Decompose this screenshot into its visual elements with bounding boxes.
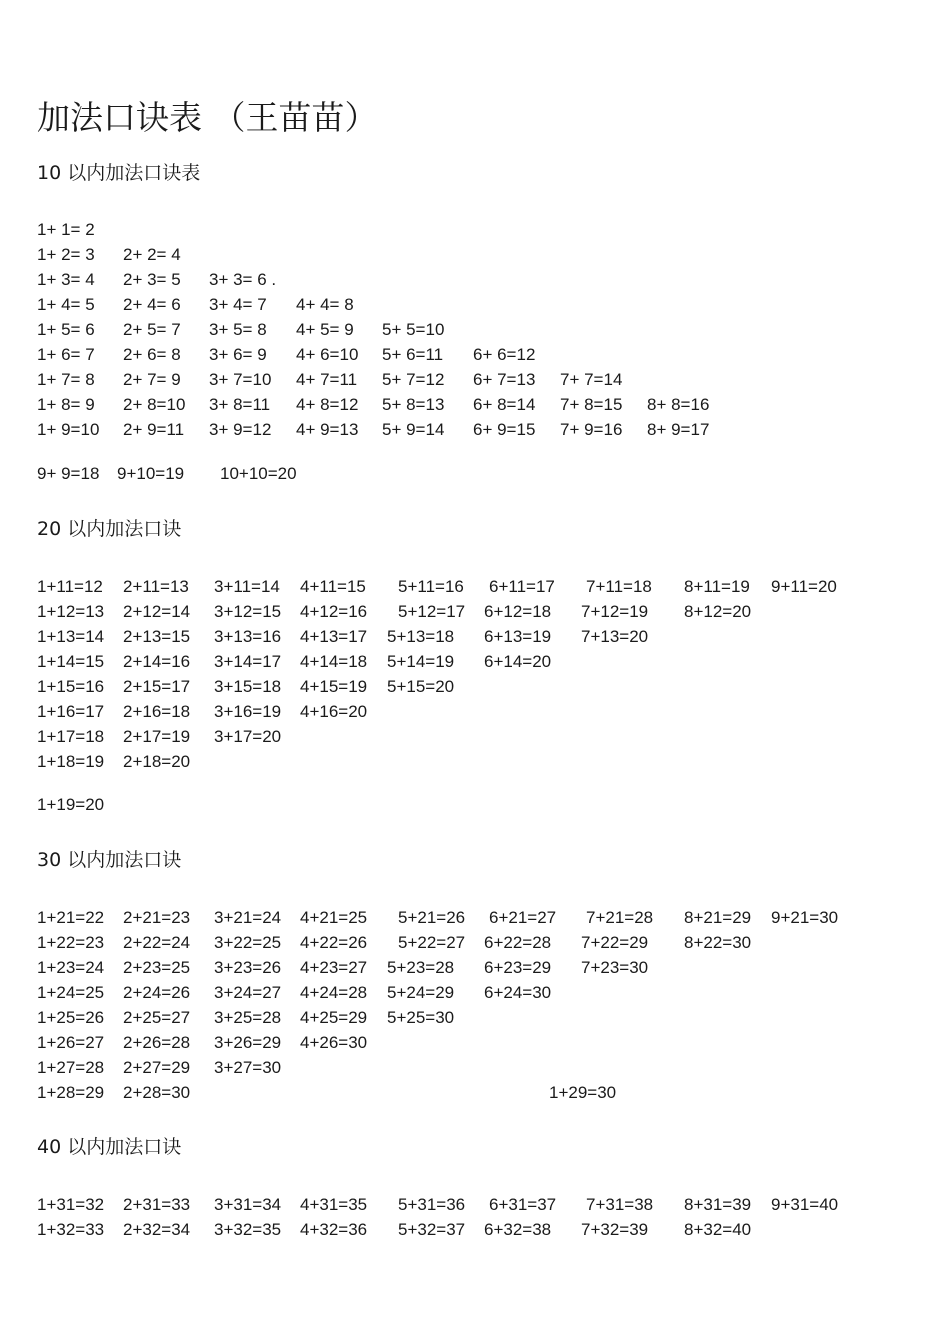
equation-cell: 1+28=29	[37, 1083, 105, 1102]
equation-cell: 9+31=40	[771, 1195, 839, 1214]
equation-cell: 5+24=29	[387, 983, 455, 1002]
equation-cell: 3+26=29	[214, 1033, 282, 1052]
equation-cell: 2+17=19	[123, 727, 191, 746]
equation-cell: 5+11=16	[398, 577, 464, 596]
equation-cell: 6+14=20	[484, 652, 552, 671]
equation-cell: 2+13=15	[123, 627, 191, 646]
equation-cell: 4+15=19	[300, 677, 368, 696]
equation-cell: 4+ 4= 8	[296, 295, 354, 314]
equation-cell: 2+25=27	[123, 1008, 191, 1027]
equation-cell: 1+29=30	[549, 1083, 617, 1102]
equation-cell: 3+16=19	[214, 702, 282, 721]
equation-cell: 2+14=16	[123, 652, 191, 671]
equation-cell: 2+22=24	[123, 933, 191, 952]
equation-cell: 8+32=40	[684, 1220, 752, 1239]
equation-cell: 1+18=19	[37, 752, 105, 771]
equation-cell: 1+11=12	[37, 577, 103, 596]
equation-cell: 1+ 7= 8	[37, 370, 95, 389]
equation-cell: 7+13=20	[581, 627, 649, 646]
equation-cell: 7+31=38	[586, 1195, 654, 1214]
equation-cell: 6+32=38	[484, 1220, 552, 1239]
equation-cell: 2+ 8=10	[123, 395, 186, 414]
equation-cell: 4+21=25	[300, 908, 368, 927]
equation-cell: 1+ 2= 3	[37, 245, 95, 264]
equation-cell: 2+16=18	[123, 702, 191, 721]
equation-cell: 3+ 7=10	[209, 370, 272, 389]
equation-cell: 1+ 3= 4	[37, 270, 95, 289]
equation-cell: 2+18=20	[123, 752, 191, 771]
equation-cell: 4+23=27	[300, 958, 368, 977]
equation-cell: 7+22=29	[581, 933, 649, 952]
equation-cell: 9+11=20	[771, 577, 837, 596]
equation-cell: 1+ 5= 6	[37, 320, 95, 339]
equation-cell: 2+ 4= 6	[123, 295, 181, 314]
equation-cell: 1+ 1= 2	[37, 220, 95, 239]
equation-cell: 1+14=15	[37, 652, 105, 671]
equation-cell: 9+ 9=18	[37, 464, 100, 483]
equation-cell: 3+15=18	[214, 677, 282, 696]
equation-cell: 7+21=28	[586, 908, 654, 927]
equation-cell: 6+21=27	[489, 908, 557, 927]
equation-cell: 2+12=14	[123, 602, 191, 621]
equation-cell: 5+25=30	[387, 1008, 455, 1027]
equation-cell: 8+ 8=16	[647, 395, 710, 414]
equation-cell: 2+21=23	[123, 908, 191, 927]
equation-cell: 6+12=18	[484, 602, 552, 621]
equation-cell: 4+11=15	[300, 577, 366, 596]
section-heading: 10 以内加法口诀表	[37, 162, 201, 184]
equation-cell: 8+11=19	[684, 577, 750, 596]
equation-cell: 1+ 8= 9	[37, 395, 95, 414]
equation-cell: 1+22=23	[37, 933, 105, 952]
equation-cell: 9+10=19	[117, 464, 185, 483]
equation-cell: 4+13=17	[300, 627, 368, 646]
equation-cell: 5+14=19	[387, 652, 455, 671]
equation-cell: 5+12=17	[398, 602, 466, 621]
equation-cell: 3+27=30	[214, 1058, 282, 1077]
section-heading: 20 以内加法口诀	[37, 518, 182, 540]
equation-cell: 2+ 5= 7	[123, 320, 181, 339]
equation-cell: 4+ 7=11	[296, 370, 358, 389]
equation-cell: 4+26=30	[300, 1033, 368, 1052]
equation-cell: 4+12=16	[300, 602, 368, 621]
equation-cell: 1+25=26	[37, 1008, 105, 1027]
equation-cell: 8+22=30	[684, 933, 752, 952]
equation-cell: 1+21=22	[37, 908, 105, 927]
equation-cell: 6+ 7=13	[473, 370, 536, 389]
equation-cell: 2+28=30	[123, 1083, 191, 1102]
equation-cell: 2+ 6= 8	[123, 345, 181, 364]
equation-cell: 5+23=28	[387, 958, 455, 977]
section-heading: 30 以内加法口诀	[37, 849, 182, 871]
equation-cell: 2+27=29	[123, 1058, 191, 1077]
equation-cell: 3+12=15	[214, 602, 282, 621]
equation-cell: 2+32=34	[123, 1220, 191, 1239]
equation-cell: 3+11=14	[214, 577, 280, 596]
equation-cell: 1+13=14	[37, 627, 105, 646]
equation-cell: 10+10=20	[220, 464, 297, 483]
equation-cell: 2+ 3= 5	[123, 270, 181, 289]
document-title: 加法口诀表 （王苗苗）	[37, 98, 378, 137]
equation-cell: 7+11=18	[586, 577, 652, 596]
equation-cell: 3+32=35	[214, 1220, 282, 1239]
equation-cell: 6+13=19	[484, 627, 552, 646]
equation-cell: 4+22=26	[300, 933, 368, 952]
equation-cell: 7+23=30	[581, 958, 649, 977]
equation-cell: 3+31=34	[214, 1195, 282, 1214]
equation-cell: 4+31=35	[300, 1195, 368, 1214]
equation-cell: 3+17=20	[214, 727, 282, 746]
equation-cell: 1+15=16	[37, 677, 105, 696]
equation-cell: 1+12=13	[37, 602, 105, 621]
equation-cell: 2+ 2= 4	[123, 245, 181, 264]
equation-cell: 7+ 8=15	[560, 395, 623, 414]
equation-cell: 1+32=33	[37, 1220, 105, 1239]
equation-cell: 1+17=18	[37, 727, 105, 746]
equation-cell: 4+ 6=10	[296, 345, 359, 364]
equation-cell: 8+21=29	[684, 908, 752, 927]
equation-cell: 1+31=32	[37, 1195, 105, 1214]
equation-cell: 5+21=26	[398, 908, 466, 927]
equation-cell: 1+27=28	[37, 1058, 105, 1077]
equation-cell: 1+24=25	[37, 983, 105, 1002]
equation-cell: 3+ 5= 8	[209, 320, 267, 339]
equation-cell: 2+23=25	[123, 958, 191, 977]
equation-cell: 9+21=30	[771, 908, 839, 927]
equation-cell: 6+ 6=12	[473, 345, 536, 364]
equation-cell: 4+ 5= 9	[296, 320, 354, 339]
equation-cell: 1+ 6= 7	[37, 345, 95, 364]
equation-cell: 4+25=29	[300, 1008, 368, 1027]
equation-cell: 4+24=28	[300, 983, 368, 1002]
equation-cell: 4+32=36	[300, 1220, 368, 1239]
equation-cell: 3+24=27	[214, 983, 282, 1002]
equation-cell: 3+ 3= 6 .	[209, 270, 277, 289]
equation-cell: 4+14=18	[300, 652, 368, 671]
equation-cell: 5+15=20	[387, 677, 455, 696]
equation-cell: 2+31=33	[123, 1195, 191, 1214]
equation-cell: 3+ 9=12	[209, 420, 272, 439]
equation-cell: 5+ 6=11	[382, 345, 444, 364]
equation-cell: 2+15=17	[123, 677, 191, 696]
equation-cell: 5+ 7=12	[382, 370, 445, 389]
equation-cell: 4+ 9=13	[296, 420, 359, 439]
equation-cell: 1+26=27	[37, 1033, 105, 1052]
equation-cell: 5+ 8=13	[382, 395, 445, 414]
equation-cell: 3+23=26	[214, 958, 282, 977]
equation-cell: 6+24=30	[484, 983, 552, 1002]
equation-cell: 2+26=28	[123, 1033, 191, 1052]
equation-cell: 7+ 7=14	[560, 370, 623, 389]
equation-cell: 7+12=19	[581, 602, 649, 621]
equation-cell: 8+ 9=17	[647, 420, 710, 439]
equation-cell: 1+19=20	[37, 795, 105, 814]
equation-cell: 6+23=29	[484, 958, 552, 977]
equation-cell: 4+ 8=12	[296, 395, 359, 414]
equation-cell: 3+ 8=11	[209, 395, 271, 414]
equation-cell: 2+ 7= 9	[123, 370, 181, 389]
equation-cell: 1+ 9=10	[37, 420, 100, 439]
equation-cell: 3+25=28	[214, 1008, 282, 1027]
equation-cell: 4+16=20	[300, 702, 368, 721]
equation-cell: 3+14=17	[214, 652, 282, 671]
equation-cell: 1+23=24	[37, 958, 105, 977]
equation-cell: 1+16=17	[37, 702, 105, 721]
section-heading: 40 以内加法口诀	[37, 1136, 182, 1158]
equation-cell: 2+ 9=11	[123, 420, 185, 439]
equation-cell: 7+32=39	[581, 1220, 649, 1239]
equation-cell: 5+31=36	[398, 1195, 466, 1214]
equation-cell: 3+ 6= 9	[209, 345, 267, 364]
equation-cell: 3+22=25	[214, 933, 282, 952]
equation-cell: 5+ 9=14	[382, 420, 445, 439]
equation-cell: 5+22=27	[398, 933, 466, 952]
equation-cell: 6+ 8=14	[473, 395, 536, 414]
equation-cell: 7+ 9=16	[560, 420, 623, 439]
equation-cell: 6+11=17	[489, 577, 555, 596]
equation-cell: 6+31=37	[489, 1195, 557, 1214]
equation-cell: 5+ 5=10	[382, 320, 445, 339]
equation-cell: 3+21=24	[214, 908, 282, 927]
equation-cell: 8+31=39	[684, 1195, 752, 1214]
equation-cell: 3+ 4= 7	[209, 295, 267, 314]
equation-cell: 1+ 4= 5	[37, 295, 95, 314]
equation-cell: 2+11=13	[123, 577, 189, 596]
equation-cell: 6+22=28	[484, 933, 552, 952]
equation-cell: 8+12=20	[684, 602, 752, 621]
equation-cell: 5+13=18	[387, 627, 455, 646]
equation-cell: 3+13=16	[214, 627, 282, 646]
equation-cell: 5+32=37	[398, 1220, 466, 1239]
equation-cell: 6+ 9=15	[473, 420, 536, 439]
equation-cell: 2+24=26	[123, 983, 191, 1002]
